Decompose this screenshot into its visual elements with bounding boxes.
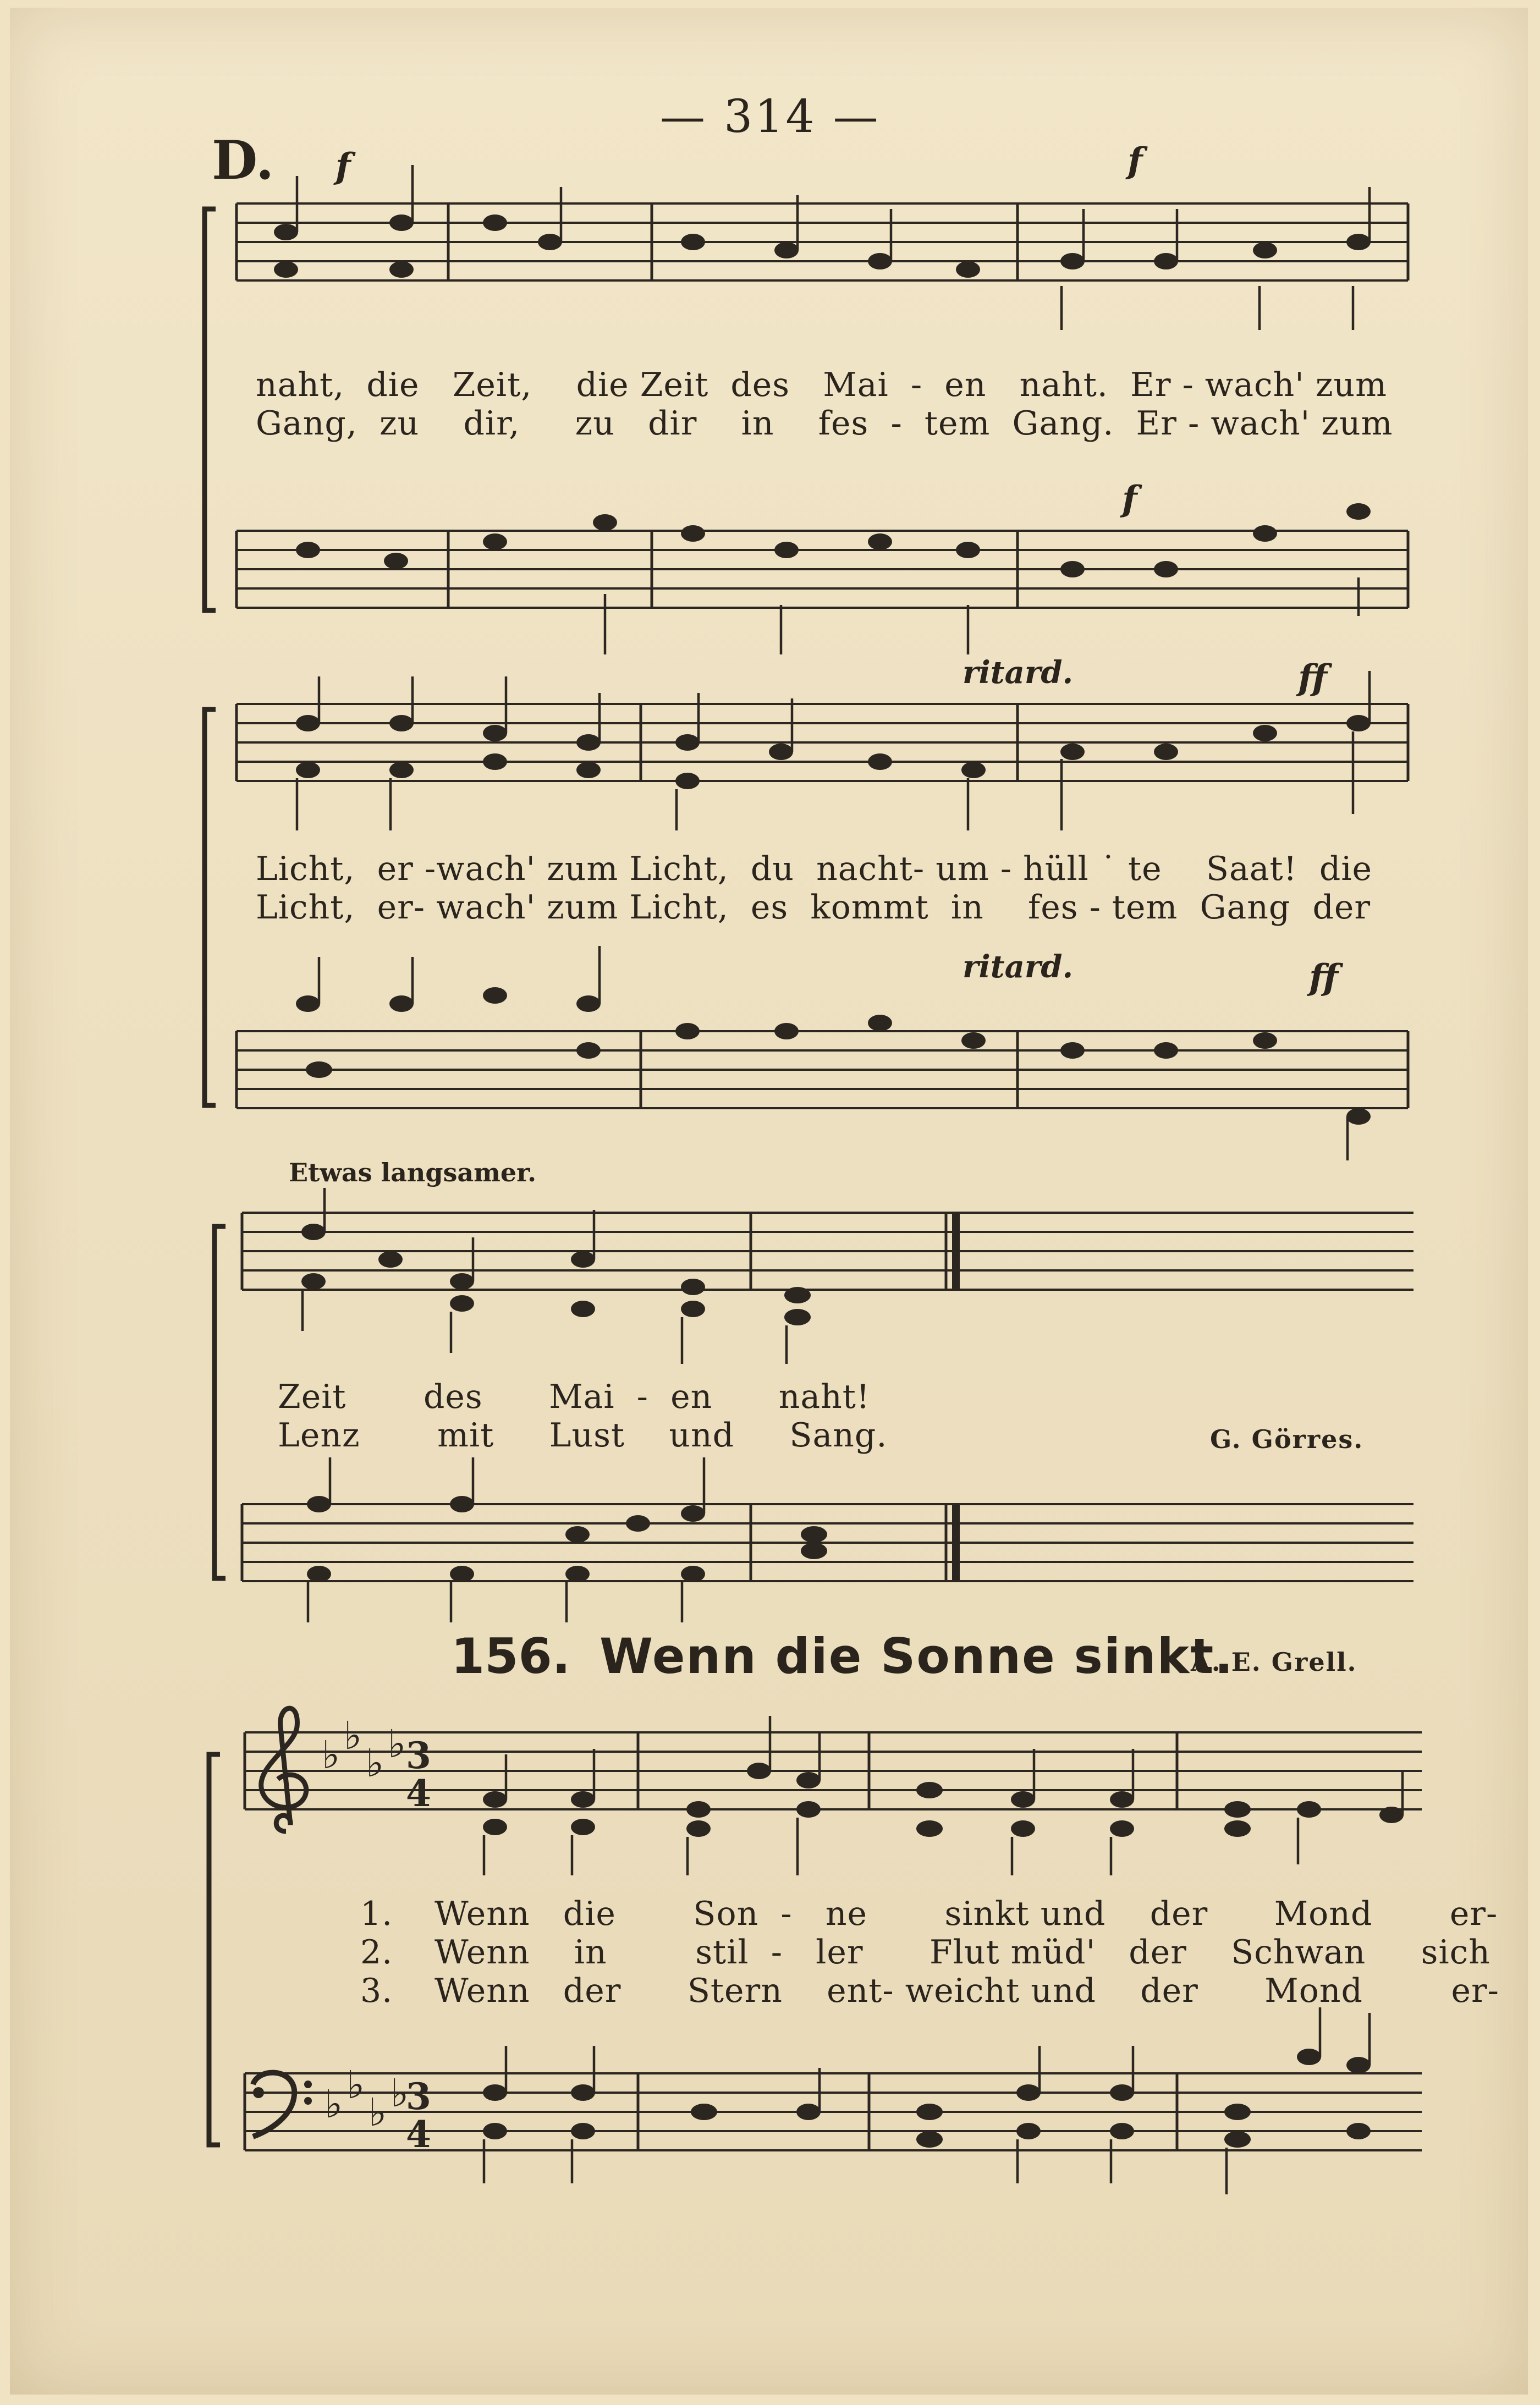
page-number: — 314 — — [660, 91, 881, 143]
svg-text:♭: ♭ — [322, 1732, 340, 1777]
tempo-marking: ritard. — [963, 949, 1074, 985]
staff-3-top — [242, 1213, 1414, 1290]
svg-text:♭: ♭ — [344, 1713, 362, 1758]
bass-clef-icon — [253, 2073, 312, 2137]
brace — [209, 1754, 220, 2145]
dynamic-marking: ff — [1309, 957, 1338, 998]
time-signature — [406, 1734, 431, 2156]
tempo-marking: Etwas langsamer. — [289, 1158, 537, 1187]
svg-text:♭: ♭ — [391, 2071, 409, 2116]
brace — [215, 1226, 226, 1578]
staff-2-bottom — [237, 1031, 1408, 1108]
svg-text:♭: ♭ — [366, 1741, 384, 1786]
lyricist-credit: G. Görres. — [1210, 1424, 1364, 1454]
dynamic-marking: f — [336, 146, 351, 187]
staff-3-bottom — [242, 1504, 1414, 1581]
song-number: 156. — [451, 1628, 571, 1685]
verse-number: 3. — [360, 1972, 393, 2010]
lyrics-line: naht, die Zeit, die Zeit des Mai - en naht. Er - wach' zum — [256, 366, 1388, 404]
svg-text:♭: ♭ — [369, 2090, 387, 2135]
staff-1-bottom — [237, 531, 1408, 608]
verse-line: Wenn in stil - ler Flut müd' der Schwan sich — [435, 1933, 1491, 1972]
svg-text:4: 4 — [406, 1772, 431, 1815]
lyrics-line: Licht, er- wach' zum Licht, es kommt in fes - tem Gang der — [256, 888, 1371, 927]
svg-text:3: 3 — [406, 1734, 431, 1777]
section-label: D. — [212, 129, 274, 191]
lyrics-line: Lenz mit Lust und Sang. — [278, 1416, 888, 1455]
verse-line: Wenn der Stern ent- weicht und der Mond er- — [435, 1972, 1499, 2010]
dynamic-marking: ff — [1298, 657, 1327, 698]
brace — [205, 709, 216, 1105]
tempo-marking: ritard. — [963, 654, 1074, 691]
verse-number: 2. — [360, 1933, 393, 1972]
brace — [205, 209, 216, 610]
svg-text:3: 3 — [406, 2075, 431, 2118]
lyrics-line: Licht, er -wach' zum Licht, du nacht- um - hüll ˙ te Saat! die — [256, 850, 1373, 888]
svg-text:♭: ♭ — [388, 1721, 406, 1766]
dynamic-marking: f — [1122, 478, 1137, 520]
song-title: Wenn die Sonne sinkt. — [600, 1628, 1234, 1685]
svg-text:♭: ♭ — [346, 2062, 365, 2107]
svg-text:♭: ♭ — [324, 2082, 343, 2127]
dynamic-marking: f — [1128, 140, 1143, 181]
svg-text:4: 4 — [406, 2113, 431, 2156]
verse-number: 1. — [360, 1895, 393, 1933]
lyrics-line: Zeit des Mai - en naht! — [278, 1378, 870, 1416]
lyrics-line: Gang, zu dir, zu dir in fes - tem Gang. Er - wach' zum — [256, 404, 1393, 443]
verse-line: Wenn die Son - ne sinkt und der Mond er- — [435, 1895, 1498, 1933]
composer-credit: A. E. Grell. — [1191, 1647, 1357, 1677]
